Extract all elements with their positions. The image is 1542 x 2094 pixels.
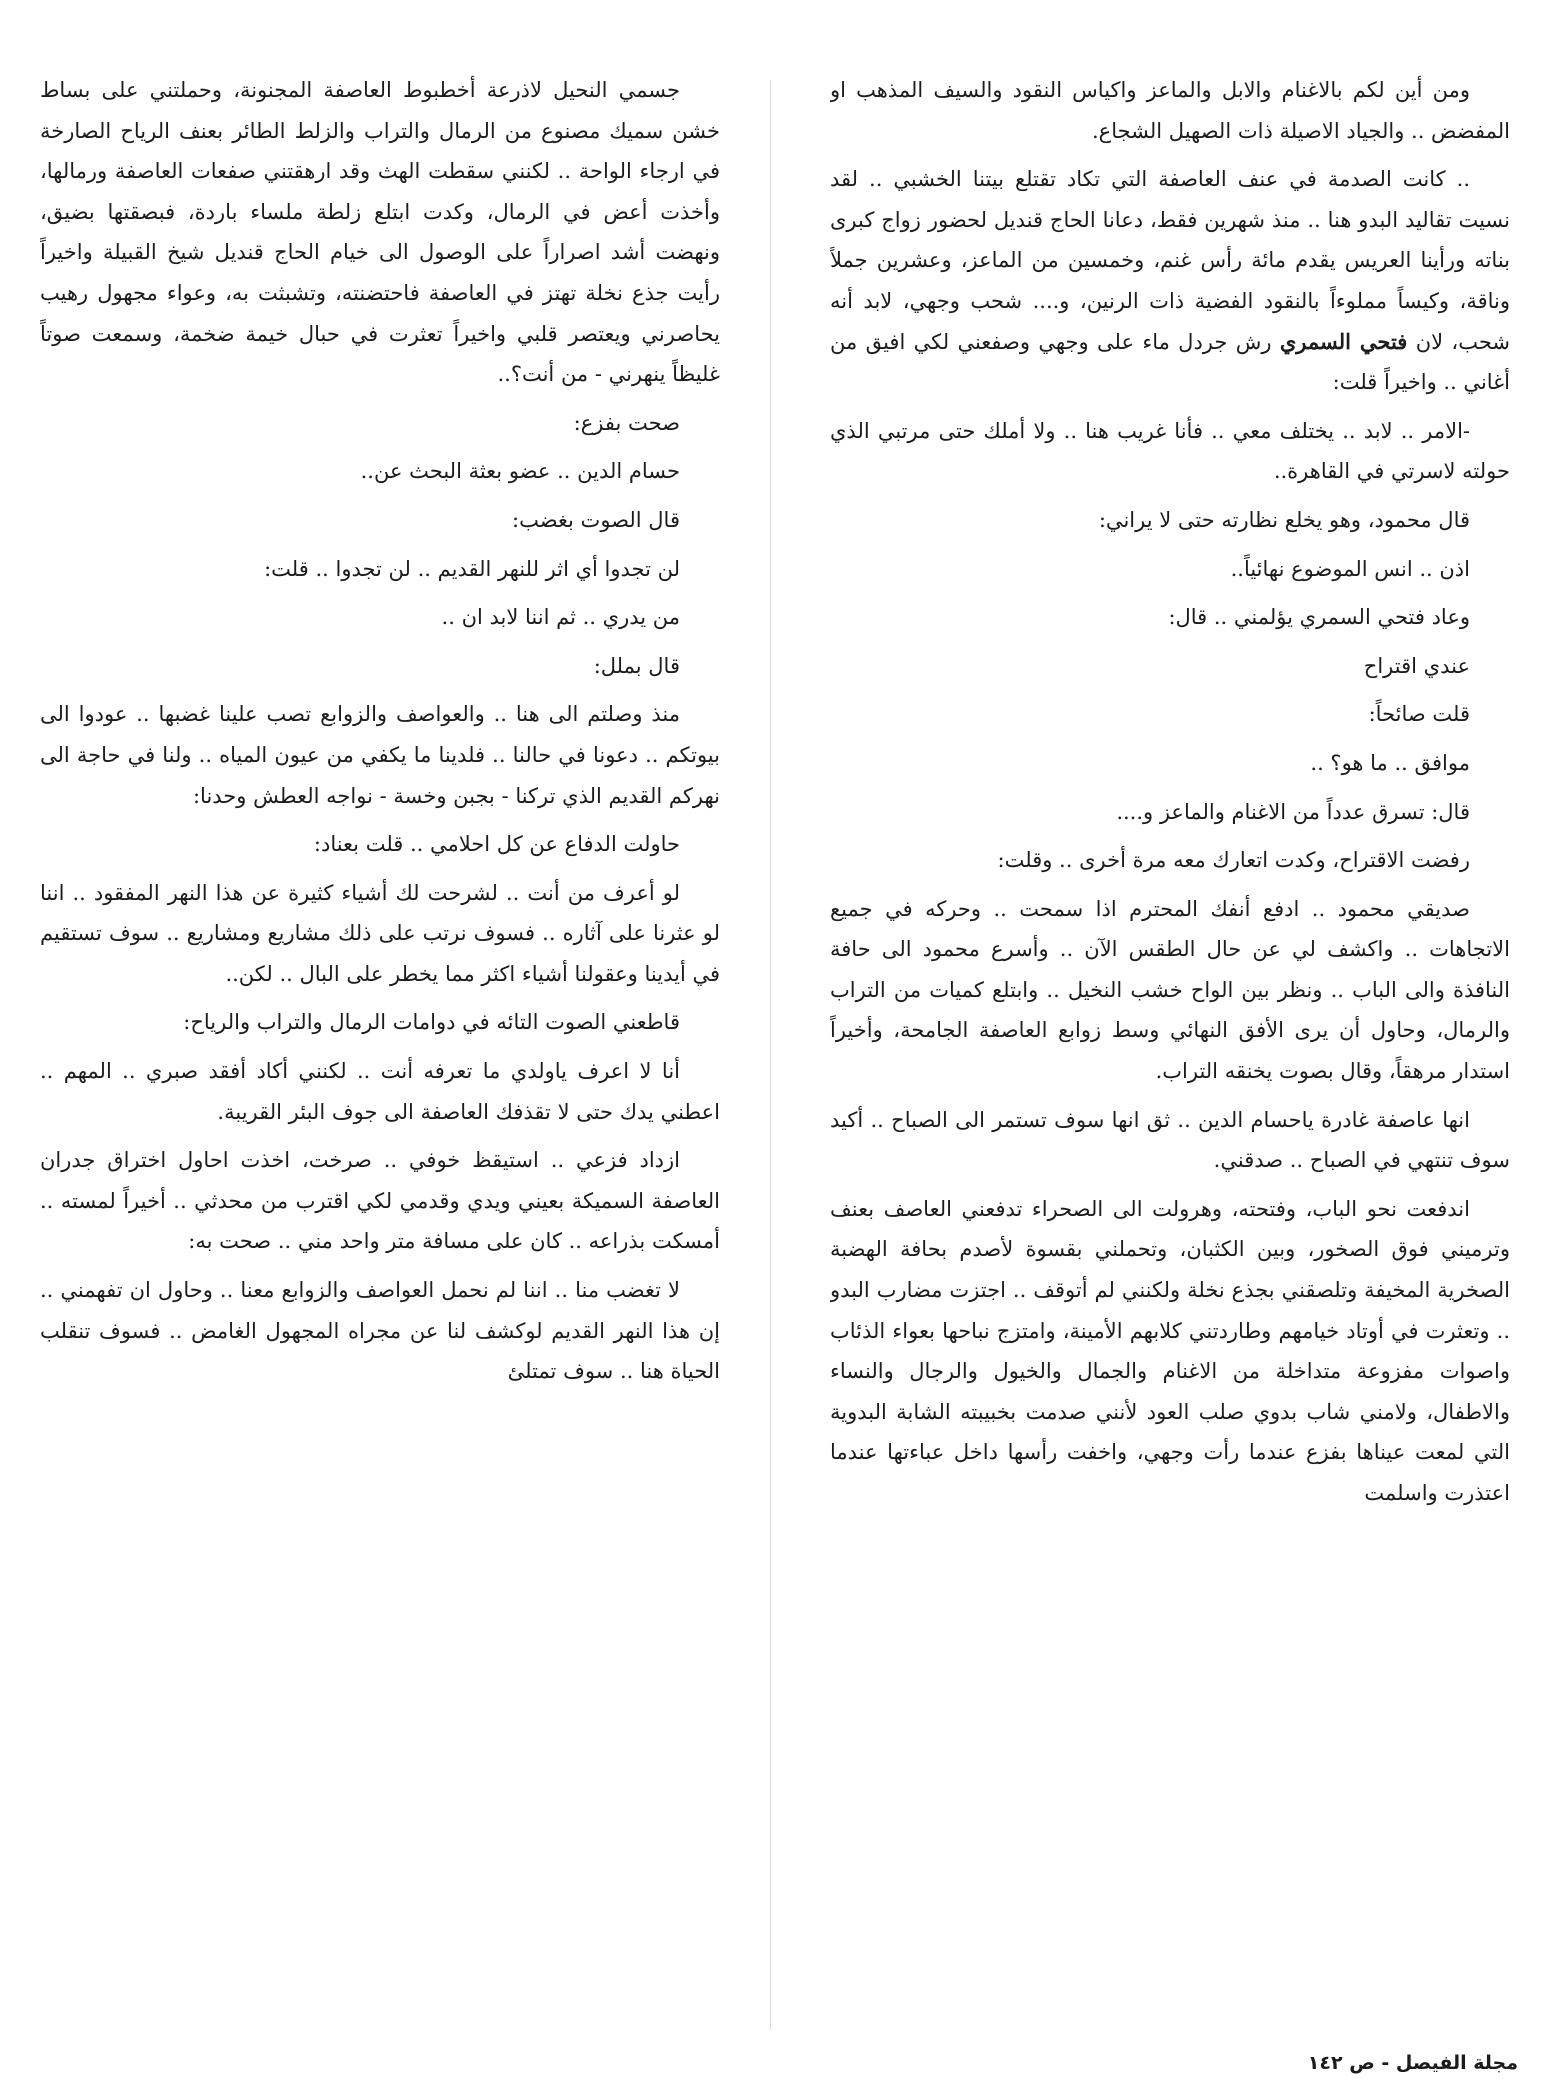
right-text-column: [830, 70, 1510, 2050]
text-run: .. كانت الصدمة في عنف العاصفة التي تكاد تقتلع بيتنا الخشبي .. لقد نسيت تقاليد البدو هنا .. منذ شهرين فقط، دعانا الحاج قنديل لحضور زواج كبرى بناته ورأينا العريس يقدم مائة رأس غنم، وخمسين من الماعز، وعشرين جملاً وناقة، وكيساً مملوءاً بالنقود الفضية ذات الرنين، و.... شحب وجهي، لابد أنه شحب، لان فتحي السمري رش جردل ماء على وجهي وصفعني لكي افيق من أغاني .. واخيراً قلت:: [830, 167, 1510, 395]
paragraph: قاطعني الصوت التائه في دوامات الرمال والتراب والرياح:: [183, 1010, 680, 1035]
paragraph: اذن .. انس الموضوع نهائياً..: [1230, 556, 1470, 581]
paragraph: ومن أين لكم بالاغنام والابل والماعز واكياس النقود والسيف المذهب او المفضض .. والجياد الاصيلة ذات الصهيل الشجاع.: [830, 78, 1510, 143]
paragraph: قال الصوت بغضب:: [512, 507, 680, 532]
paragraph: لو أعرف من أنت .. لشرحت لك أشياء كثيرة عن هذا النهر المفقود .. اننا لو عثرنا على آثاره .. فسوف نرتب على ذلك مشاريع ومشاريع .. سوف تستقيم في أيدينا وعقولنا أشياء اكثر مما يخطر على البال .. لكن..: [40, 880, 720, 986]
column-divider: [770, 80, 771, 2030]
paragraph: قلت صائحاً:: [1368, 702, 1470, 727]
paragraph: لن تجدوا أي اثر للنهر القديم .. لن تجدوا .. قلت:: [264, 556, 680, 581]
paragraph: قال: تسرق عدداً من الاغنام والماعز و....: [1116, 799, 1470, 824]
paragraph: صحت بفزع:: [573, 410, 680, 435]
paragraph: [830, 159, 1510, 403]
page-footer: مجلة الفيصل - ص ١٤٢: [1307, 2052, 1518, 2074]
paragraph: قال بملل:: [593, 653, 680, 678]
paragraph: جسمي النحيل لاذرعة أخطبوط العاصفة المجنونة، وحملتني على بساط خشن سميك مصنوع من الرمال والتراب والزلط الطائر بعنف الرياح الصارخة في ارجاء الواحة .. لكنني سقطت الهث وقد ارهقتني صفعات العاصفة ورمالها، وأخذت أعض في الرمال، وكدت ابتلع زلطة ملساء باردة، فبصقتها بضيق، ونهضت أشد اصراراً على الوصول الى خيام الحاج قنديل شيخ القبيلة واخيراً رأيت جذع نخلة تهتز في العاصفة فاحتضنته، وتشبثت به، وعواء مجهول رهيب يحاصرني ويعتصر قلبي واخيراً تعثرت في حبال خيمة ضخمة، وسمعت صوتاً غليظاً ينهرني - من أنت؟..: [40, 78, 720, 387]
paragraph: أنا لا اعرف ياولدي ما تعرفه أنت .. لكنني أكاد أفقد صبري .. المهم .. اعطني يدك حتى لا تقذفك العاصفة الى جوف البئر القريبة.: [40, 1059, 720, 1124]
paragraph: حسام الدين .. عضو بعثة البحث عن..: [360, 459, 680, 484]
paragraph: وعاد فتحي السمري يؤلمني .. قال:: [1168, 605, 1470, 630]
paragraph: اندفعت نحو الباب، وفتحته، وهرولت الى الصحراء تدفعني العاصف بعنف وترميني فوق الصخور، وبين الكثبان، وتحملني بقسوة لأصدم بحافة الهضبة الصخرية المخيفة وتلصقني بجذع نخلة ولكنني لم أتوقف .. اجتزت مضارب البدو .. وتعثرت في أوتاد خيامهم وطاردتني كلابهم الأمينة، وامتزج نباحها بعواء الذئاب واصوات مفزوعة متداخلة من الاغنام والجمال والخيول والرجال والنساء والاطفال، ولامني شاب بدوي صلب العود لأنني صدمت بخبيبته الشابة البدوية التي لمعت عيناها بفزع عندما رأت وجهي، واخفت رأسها داخل عباءتها عندما اعتذرت واسلمت: [830, 1196, 1510, 1505]
paragraph: رفضت الاقتراح، وكدت اتعارك معه مرة أخرى .. وقلت:: [997, 848, 1470, 873]
paragraph: من يدري .. ثم اننا لابد ان ..: [441, 605, 680, 630]
paragraph: قال محمود، وهو يخلع نظارته حتى لا يراني:: [1098, 507, 1470, 532]
paragraph: صديقي محمود .. ادفع أنفك المحترم اذا سمحت .. وحركه في جميع الاتجاهات .. واكشف لي عن حال الطقس الآن .. وأسرع محمود الى حافة النافذة والى الباب .. ونظر بين الواح خشب النخيل .. وابتلع كميات من التراب والرمال، وحاول أن يرى الأفق النهائي وسط زوابع العاصفة الجامحة، وأخيراً استدار مرهقاً، وقال بصوت يخنقه التراب.: [830, 896, 1510, 1084]
paragraph: حاولت الدفاع عن كل احلامي .. قلت بعناد:: [313, 832, 680, 857]
paragraph: عندي اقتراح: [1363, 653, 1470, 678]
paragraph: -الامر .. لابد .. يختلف معي .. فأنا غريب هنا .. ولا أملك حتى مرتبي الذي حولته لاسرتي في القاهرة..: [830, 418, 1510, 484]
paragraph: موافق .. ما هو؟ ..: [1310, 750, 1470, 775]
bold-name: فتحي السمري: [1279, 328, 1408, 354]
left-text-column: [40, 70, 720, 2050]
paragraph: ازداد فزعي .. استيقظ خوفي .. صرخت، اخذت احاول اختراق جدران العاصفة السميكة بعيني ويدي وقدمي لكي اقترب من محدثي .. أخيراً لمسته .. أمسكت بذراعه .. كان على مسافة متر واحد مني .. صحت به:: [40, 1148, 720, 1254]
paragraph: انها عاصفة غادرة ياحسام الدين .. ثق انها سوف تستمر الى الصباح .. أكيد سوف تنتهي في الصباح .. صدقني.: [830, 1107, 1510, 1173]
paragraph: منذ وصلتم الى هنا .. والعواصف والزوابع تصب علينا غضبها .. عودوا الى بيوتكم .. دعونا في حالنا .. فلدينا ما يكفي من عيون المياه .. ولنا في حاجة الى نهركم القديم الذي تركنا - بجبن وخسة - نواجه العطش وحدنا:: [40, 702, 720, 808]
paragraph: لا تغضب منا .. اننا لم نحمل العواصف والزوابع معنا .. وحاول ان تفهمني .. إن هذا النهر القديم لوكشف لنا عن مجراه المجهول الغامض .. فسوف تنقلب الحياة هنا .. سوف تمتلئ: [40, 1278, 720, 1384]
